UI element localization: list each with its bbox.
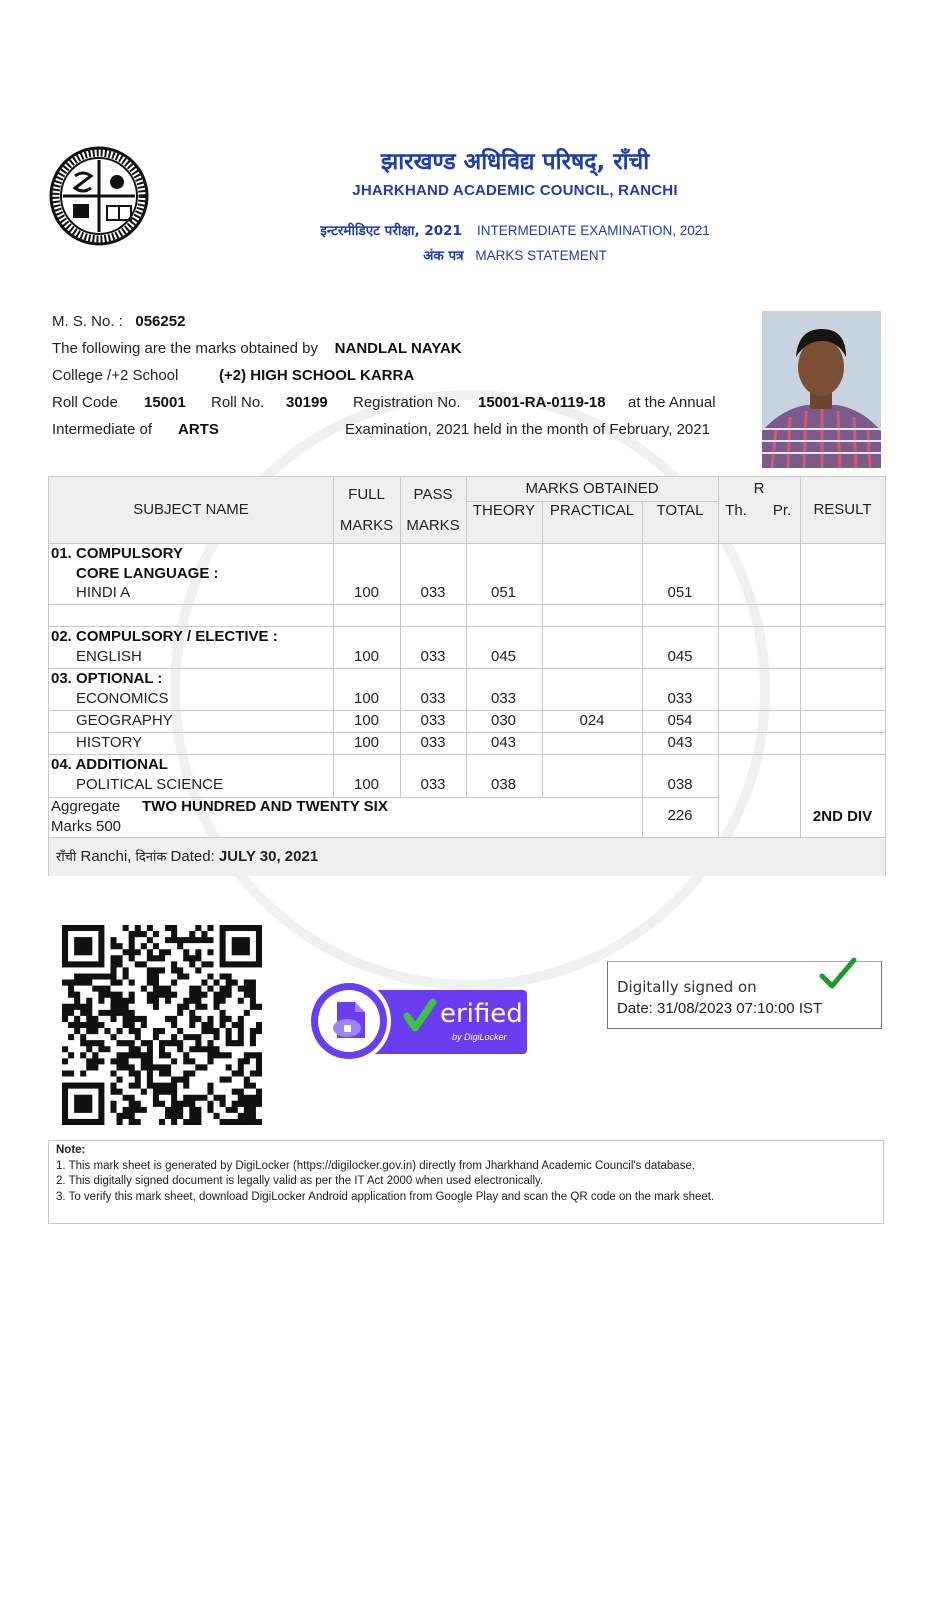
- green-check-icon: [818, 956, 858, 990]
- exam-title-hindi: इन्टरमीडिएट परीक्षा, 2021: [320, 223, 462, 239]
- verified-by-text: by DigiLocker: [452, 1032, 507, 1042]
- exam-title: [0, 221, 952, 239]
- registration-label: Registration No.: [353, 394, 461, 411]
- total-marks: 054: [667, 712, 693, 729]
- roll-code: [144, 394, 186, 411]
- full-marks: 100: [353, 648, 380, 665]
- theory-marks: 038: [491, 776, 517, 793]
- note-box: [48, 1140, 884, 1224]
- full-marks: 100: [353, 776, 380, 793]
- header-full-1: FULL: [348, 486, 385, 503]
- college-value: (+2) HIGH SCHOOL KARRA: [219, 367, 415, 384]
- obtained-by-label: The following are the marks obtained by: [52, 340, 318, 357]
- subject-name: ENGLISH: [76, 648, 142, 665]
- dated-line: [56, 847, 318, 865]
- full-marks: 100: [353, 734, 380, 751]
- statement-title-hindi: अंक पत्र: [423, 248, 464, 264]
- header-practical: PRACTICAL: [549, 502, 635, 519]
- full-marks: 100: [353, 584, 380, 601]
- digital-signature-box: [607, 961, 882, 1029]
- registration-no-value: 15001-RA-0119-18: [478, 394, 606, 411]
- exam-held-text: Examination, 2021 held in the month of February, 2021: [345, 421, 710, 438]
- theory-marks: 030: [491, 712, 517, 729]
- header-total: TOTAL: [656, 502, 704, 519]
- ms-number-line: [52, 313, 185, 330]
- pass-marks: 033: [420, 776, 446, 793]
- signature-line-1: Digitally signed on: [617, 978, 757, 996]
- subject-name: HISTORY: [76, 734, 143, 751]
- group-compulsory: 01. COMPULSORY: [51, 545, 183, 562]
- theory-marks: 043: [491, 734, 517, 751]
- at-annual-text: at the Annual: [628, 394, 716, 411]
- student-photo: [762, 311, 881, 468]
- aggregate-label: Aggregate: [51, 798, 121, 815]
- dated-label: Dated:: [170, 848, 215, 865]
- roll-no-value: 30199: [286, 394, 328, 411]
- council-title-hindi: झारखण्ड अधिविद्य परिषद्, राँची: [380, 149, 650, 175]
- ms-number-label: M. S. No. :: [52, 313, 123, 330]
- council-title-english: JHARKHAND ACADEMIC COUNCIL, RANCHI: [352, 182, 678, 199]
- verified-text: erified: [440, 999, 523, 1029]
- student-photo-icon: [762, 311, 881, 468]
- group-additional: 04. ADDITIONAL: [51, 756, 168, 773]
- date-label-hindi: दिनांक: [135, 850, 167, 865]
- total-marks: 051: [667, 584, 693, 601]
- note-title: Note:: [56, 1144, 86, 1156]
- pass-marks: 033: [420, 584, 446, 601]
- statement-title: [0, 246, 952, 264]
- practical-marks: 024: [579, 712, 605, 729]
- exam-title-english: INTERMEDIATE EXAMINATION, 2021: [476, 223, 710, 238]
- header-full-2: MARKS: [339, 517, 394, 534]
- place: Ranchi,: [80, 848, 132, 865]
- header-pass-1: PASS: [413, 486, 453, 503]
- subject-name: ECONOMICS: [76, 690, 169, 707]
- header-subject: SUBJECT NAME: [133, 501, 249, 518]
- note-item: 1. This mark sheet is generated by DigiLocker (https://digilocker.gov.in) directly from Jharkhand Academic Council's database.: [56, 1160, 696, 1172]
- qr-code-icon[interactable]: [62, 925, 262, 1125]
- obtained-by-line: [52, 340, 462, 357]
- header-th: Th.: [725, 502, 747, 519]
- stream: [178, 421, 219, 438]
- full-marks: 100: [353, 690, 380, 707]
- theory-marks: 045: [491, 648, 517, 665]
- total-marks: 033: [667, 690, 693, 707]
- statement-title-english: MARKS STATEMENT: [475, 248, 607, 263]
- header-pass-2: MARKS: [406, 517, 460, 534]
- aggregate-max: Marks 500: [51, 818, 122, 835]
- note-item: 2. This digitally signed document is legally valid as per the IT Act 2000 when used electronically.: [56, 1175, 544, 1187]
- college-label: College /+2 School: [52, 367, 179, 384]
- college-name: [219, 367, 414, 384]
- total-marks: 045: [667, 648, 693, 665]
- aggregate-in-words: TWO HUNDRED AND TWENTY SIX: [142, 798, 388, 815]
- header-pr: Pr.: [772, 502, 792, 519]
- roll-no: [286, 394, 328, 411]
- total-marks: 038: [667, 776, 693, 793]
- registration-no: [478, 394, 606, 411]
- subject-name: HINDI A: [76, 584, 131, 601]
- pass-marks: 033: [420, 648, 446, 665]
- header-result: RESULT: [813, 501, 872, 518]
- roll-code-label: Roll Code: [52, 394, 118, 411]
- total-marks: 043: [667, 734, 693, 751]
- theory-marks: 033: [491, 690, 517, 707]
- note-item: 3. To verify this mark sheet, download DigiLocker Android application from Google Play and scan the QR code on the mark sheet.: [56, 1191, 715, 1203]
- group-core-language: CORE LANGUAGE :: [76, 565, 219, 582]
- signature-date: Date: 31/08/2023 07:10:00 IST: [617, 1000, 823, 1017]
- marks-table: [48, 476, 886, 876]
- pass-marks: 033: [420, 712, 446, 729]
- intermediate-label: Intermediate of: [52, 421, 153, 438]
- full-marks: 100: [353, 712, 380, 729]
- roll-code-value: 15001: [144, 394, 186, 411]
- header-r: R: [753, 480, 765, 497]
- issue-date: JULY 30, 2021: [218, 848, 319, 865]
- stream-value: ARTS: [178, 421, 219, 438]
- theory-marks: 051: [491, 584, 517, 601]
- header-theory: THEORY: [472, 502, 536, 519]
- group-compulsory-elective: 02. COMPULSORY / ELECTIVE :: [51, 628, 278, 645]
- subject-name: GEOGRAPHY: [76, 712, 173, 729]
- pass-marks: 033: [420, 690, 446, 707]
- header-marks-obtained: MARKS OBTAINED: [525, 480, 659, 497]
- ms-number: 056252: [135, 313, 186, 330]
- student-name: NANDLAL NAYAK: [334, 340, 462, 357]
- group-optional: 03. OPTIONAL :: [51, 670, 163, 687]
- place-hindi: राँची: [56, 850, 77, 865]
- aggregate-total: 226: [667, 807, 693, 824]
- subject-name: POLITICAL SCIENCE: [76, 776, 223, 793]
- result-division: 2ND DIV: [812, 808, 873, 825]
- roll-no-label: Roll No.: [211, 394, 265, 411]
- pass-marks: 033: [420, 734, 446, 751]
